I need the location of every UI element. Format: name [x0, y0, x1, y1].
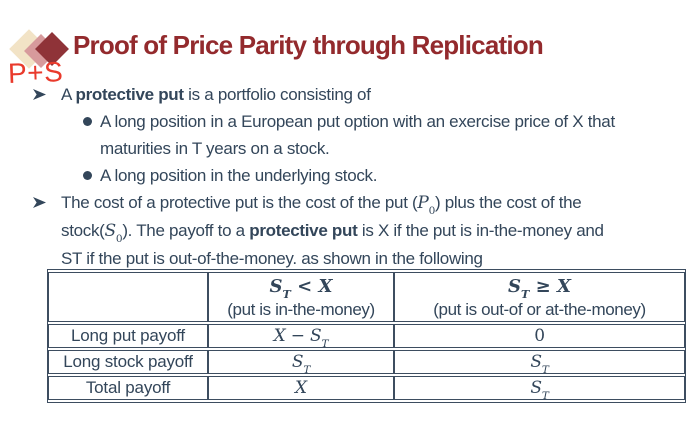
- header-cell-in-the-money: [208, 272, 394, 322]
- sub-bullet-long-put: [83, 108, 688, 162]
- payoff-cell: X: [208, 376, 394, 400]
- bullet-text: The cost of a protective put is the cost of the put $(P_0)$ plus the cost of the $stock(S_0)$. The payoff to a protective put is X if the put is in-the-money and ST if the put is out-of-the-money. as shown in the following: [61, 193, 604, 268]
- condition-caption: (put is in-the-money): [227, 299, 375, 319]
- payoff-cell: $S_T$: [394, 376, 685, 400]
- payoff-cell: 0: [394, 324, 685, 348]
- payoff-table: [47, 269, 686, 403]
- header-cell-out-of-money: [394, 272, 685, 322]
- sub-bullet-text: A long position in a European put option with an exercise price of X that maturities in T years on a stock.: [100, 112, 615, 158]
- sub-bullet-long-stock: [83, 162, 688, 189]
- row-label-cell: Long stock payoff: [48, 350, 208, 374]
- table-row-long-put: [48, 324, 685, 348]
- condition-caption: (put is out-of or at-the-money): [433, 299, 646, 319]
- arrow-bullet-icon: [33, 189, 61, 208]
- bullet-item-protective-put: [33, 81, 688, 108]
- payoff-cell: $X - S_T$: [208, 324, 394, 348]
- condition-expression: $S_T < X$: [269, 275, 333, 302]
- payoff-cell: $S_T$: [394, 350, 685, 374]
- table-row-long-stock: [48, 350, 685, 374]
- corner-cell: [48, 272, 208, 322]
- row-label-cell: Total payoff: [48, 376, 208, 400]
- handwritten-annotation: P+S: [7, 56, 64, 89]
- table-row-total: [48, 376, 685, 400]
- slide-title: Proof of Price Parity through Replication: [73, 30, 543, 60]
- payoff-cell: $S_T$: [208, 350, 394, 374]
- bullet-text: A protective put is a portfolio consisting of: [61, 85, 371, 104]
- condition-expression: $S_T \ge X$: [508, 275, 571, 302]
- circle-bullet-icon: [83, 162, 100, 180]
- circle-bullet-icon: [83, 108, 100, 126]
- sub-bullet-text: A long position in the underlying stock.: [100, 166, 378, 185]
- table-header-row: [48, 272, 685, 322]
- bullet-list: [33, 81, 688, 272]
- bullet-item-cost: [33, 189, 688, 272]
- row-label-cell: Long put payoff: [48, 324, 208, 348]
